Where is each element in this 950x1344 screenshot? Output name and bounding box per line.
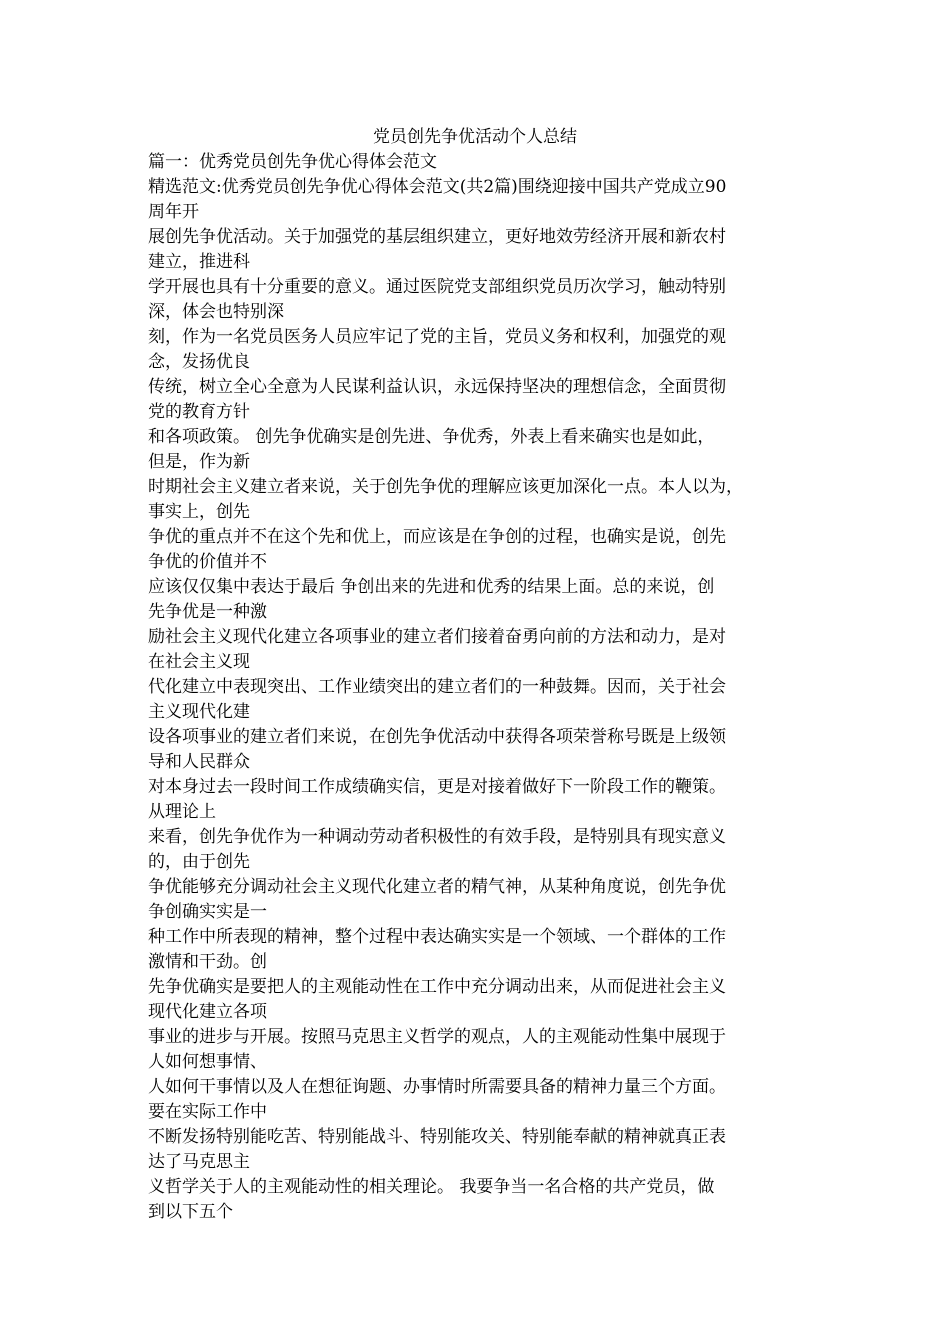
text-line: 和各项政策。 创先争优确实是创先进、争优秀，外表上看来确实也是如此， [148,427,715,447]
text-line: 到以下五个 [148,1202,233,1222]
text-line: 应该仅仅集中表达于最后 争创出来的先进和优秀的结果上面。总的来说，创 [148,577,715,597]
text-line: 争优的价值并不 [148,552,267,572]
text-line: 种工作中所表现的精神，整个过程中表达确实实是一个领域、一个群体的工作 [148,927,726,947]
text-line: 事业的进步与开展。按照马克思主义哲学的观点，人的主观能动性集中展现于 [148,1027,726,1047]
text-line: 从理论上 [148,802,216,822]
text-line: 学开展也具有十分重要的意义。通过医院党支部组织党员历次学习，触动特别 [148,277,726,297]
text-line: 来看，创先争优作为一种调动劳动者积极性的有效手段，是特别具有现实意义 [148,827,726,847]
text-line: 争创确实实是一 [148,902,267,922]
text-line: 先争优确实是要把人的主观能动性在工作中充分调动出来，从而促进社会主义 [148,977,726,997]
text-line: 建立，推进科 [148,252,250,272]
text-line: 的，由于创先 [148,852,250,872]
text-line: 精选范文:优秀党员创先争优心得体会范文(共2篇)围绕迎接中国共产党成立90 [148,177,727,197]
text-line: 党的教育方针 [148,402,250,422]
text-line: 代化建立中表现突出、工作业绩突出的建立者们的一种鼓舞。因而，关于社会 [148,677,726,697]
text-line: 在社会主义现 [148,652,250,672]
text-line: 争优能够充分调动社会主义现代化建立者的精气神，从某种角度说，创先争优 [148,877,726,897]
text-line: 周年开 [148,202,199,222]
text-line: 要在实际工作中 [148,1102,267,1122]
text-line: 设各项事业的建立者们来说，在创先争优活动中获得各项荣誉称号既是上级领 [148,727,726,747]
text-line: 导和人民群众 [148,752,250,772]
text-line: 事实上，创先 [148,502,250,522]
text-line: 但是，作为新 [148,452,250,472]
text-line: 深，体会也特别深 [148,302,284,322]
document-title: 党员创先争优活动个人总结 [373,127,577,147]
text-line: 达了马克思主 [148,1152,250,1172]
text-line: 展创先争优活动。关于加强党的基层组织建立，更好地效劳经济开展和新农村 [148,227,726,247]
text-line: 时期社会主义建立者来说，关于创先争优的理解应该更加深化一点。本人以为， [148,477,743,497]
text-line: 念，发扬优良 [148,352,250,372]
text-line: 争优的重点并不在这个先和优上，而应该是在争创的过程，也确实是说，创先 [148,527,726,547]
text-line: 励社会主义现代化建立各项事业的建立者们接着奋勇向前的方法和动力，是对 [148,627,726,647]
text-line: 对本身过去一段时间工作成绩确实信，更是对接着做好下一阶段工作的鞭策。 [148,777,726,797]
text-line: 传统，树立全心全意为人民谋利益认识，永远保持坚决的理想信念，全面贯彻 [148,377,726,397]
text-line: 人如何干事情以及人在想征询题、办事情时所需要具备的精神力量三个方面。 [148,1077,726,1097]
text-line: 先争优是一种激 [148,602,267,622]
text-line: 现代化建立各项 [148,1002,267,1022]
text-line: 主义现代化建 [148,702,250,722]
text-line: 篇一：优秀党员创先争优心得体会范文 [148,152,437,172]
text-line: 不断发扬特别能吃苦、特别能战斗、特别能攻关、特别能奉献的精神就真正表 [148,1127,726,1147]
text-line: 人如何想事情、 [148,1052,267,1072]
text-line: 义哲学关于人的主观能动性的相关理论。 我要争当一名合格的共产党员，做 [148,1177,715,1197]
document-body [148,150,818,1225]
text-line: 刻，作为一名党员医务人员应牢记了党的主旨，党员义务和权利，加强党的观 [148,327,726,347]
text-line: 激情和干劲。创 [148,952,267,972]
